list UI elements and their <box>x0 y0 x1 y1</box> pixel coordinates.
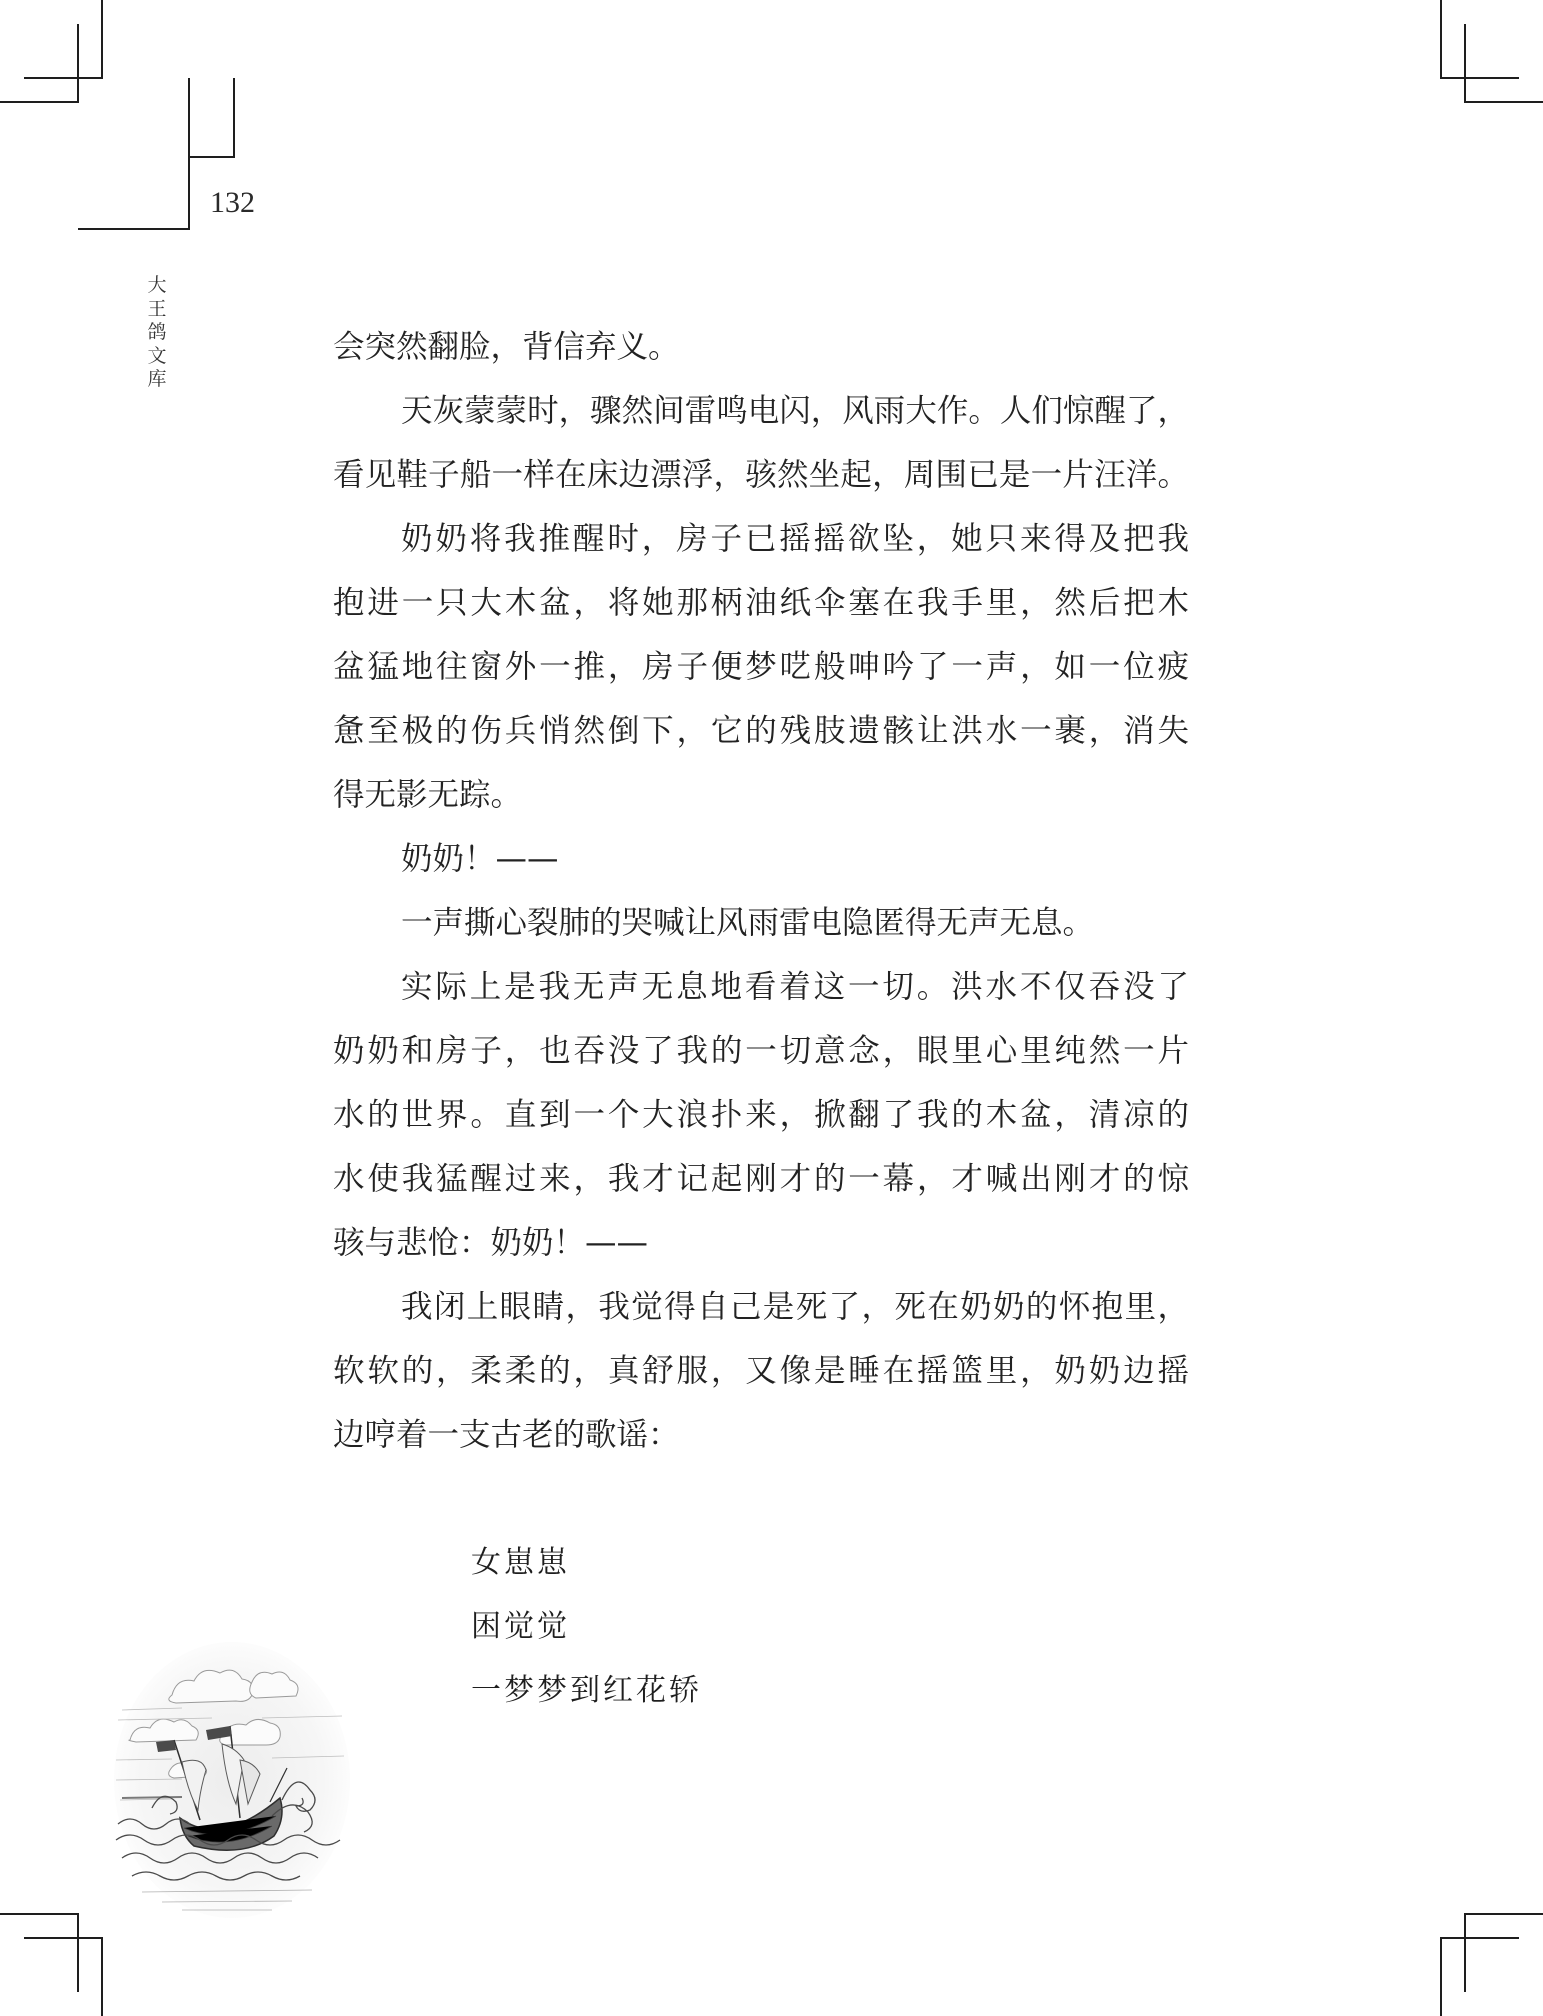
ship-illustration <box>112 1640 352 1920</box>
header-rule <box>78 228 190 230</box>
text-line: 天灰蒙蒙时，骤然间雷鸣电闪，风雨大作。人们惊醒了， <box>401 393 1189 429</box>
body-text <box>333 315 1189 1467</box>
crop-mark-top-right <box>1440 77 1519 79</box>
poem-line: 女崽崽 <box>471 1545 570 1580</box>
text-line: 奶奶和房子，也吞没了我的一切意念，眼里心里纯然一片 <box>333 1033 1189 1069</box>
text-line: 惫至极的伤兵悄然倒下，它的残肢遗骸让洪水一裹，消失 <box>333 713 1189 749</box>
text-line: 实际上是我无声无息地看着这一切。洪水不仅吞没了 <box>401 969 1189 1005</box>
series-title-char: 王 <box>147 297 167 320</box>
poem-line: 一梦梦到红花轿 <box>471 1673 702 1708</box>
poem <box>471 1531 702 1723</box>
ship-on-waves-icon <box>112 1640 352 1920</box>
crop-mark-top-left <box>77 24 79 103</box>
crop-mark-top-left <box>24 77 103 79</box>
series-title-char: 文 <box>147 344 167 367</box>
text-line: 抱进一只大木盆，将她那柄油纸伞塞在我手里，然后把木 <box>333 585 1189 621</box>
header-rule <box>188 156 235 158</box>
crop-mark-top-left <box>101 0 103 79</box>
crop-mark-bottom-left <box>24 1937 103 1939</box>
crop-mark-bottom-left <box>0 1913 79 1915</box>
text-line: 奶奶！—— <box>401 841 559 877</box>
header-rule <box>188 78 190 230</box>
crop-mark-bottom-right <box>1440 1937 1442 2016</box>
crop-mark-top-right <box>1464 24 1466 103</box>
text-line: 骇与悲怆：奶奶！—— <box>333 1225 649 1261</box>
text-line: 边哼着一支古老的歌谣： <box>333 1417 680 1453</box>
text-line: 会突然翻脸，背信弃义。 <box>333 329 680 365</box>
text-line: 盆猛地往窗外一推，房子便梦呓般呻吟了一声，如一位疲 <box>333 649 1189 685</box>
text-line: 一声撕心裂肺的哭喊让风雨雷电隐匿得无声无息。 <box>401 905 1095 941</box>
crop-mark-top-right <box>1464 101 1543 103</box>
text-line: 水的世界。直到一个大浪扑来，掀翻了我的木盆，清凉的 <box>333 1097 1189 1133</box>
series-title <box>146 274 168 392</box>
text-line: 看见鞋子船一样在床边漂浮，骇然坐起，周围已是一片汪洋。 <box>333 457 1189 493</box>
crop-mark-top-left <box>0 101 79 103</box>
crop-mark-bottom-right <box>1464 1913 1466 1992</box>
text-line: 我闭上眼睛，我觉得自己是死了，死在奶奶的怀抱里， <box>401 1289 1189 1325</box>
crop-mark-bottom-left <box>77 1913 79 1992</box>
text-line: 水使我猛醒过来，我才记起刚才的一幕，才喊出刚才的惊 <box>333 1161 1189 1197</box>
series-title-char: 大 <box>147 274 167 296</box>
poem-line: 困觉觉 <box>471 1609 570 1644</box>
crop-mark-bottom-right <box>1440 1937 1519 1939</box>
text-line: 得无影无踪。 <box>333 777 523 813</box>
crop-mark-bottom-left <box>101 1937 103 2016</box>
series-title-char: 鸽 <box>147 321 167 343</box>
text-line: 软软的，柔柔的，真舒服，又像是睡在摇篮里，奶奶边摇 <box>333 1353 1189 1389</box>
text-line: 奶奶将我推醒时，房子已摇摇欲坠，她只来得及把我 <box>401 521 1189 557</box>
page-number: 132 <box>210 186 255 219</box>
crop-mark-top-right <box>1440 0 1442 79</box>
series-title-char: 库 <box>147 368 167 390</box>
header-rule <box>233 78 235 158</box>
crop-mark-bottom-right <box>1464 1913 1543 1915</box>
